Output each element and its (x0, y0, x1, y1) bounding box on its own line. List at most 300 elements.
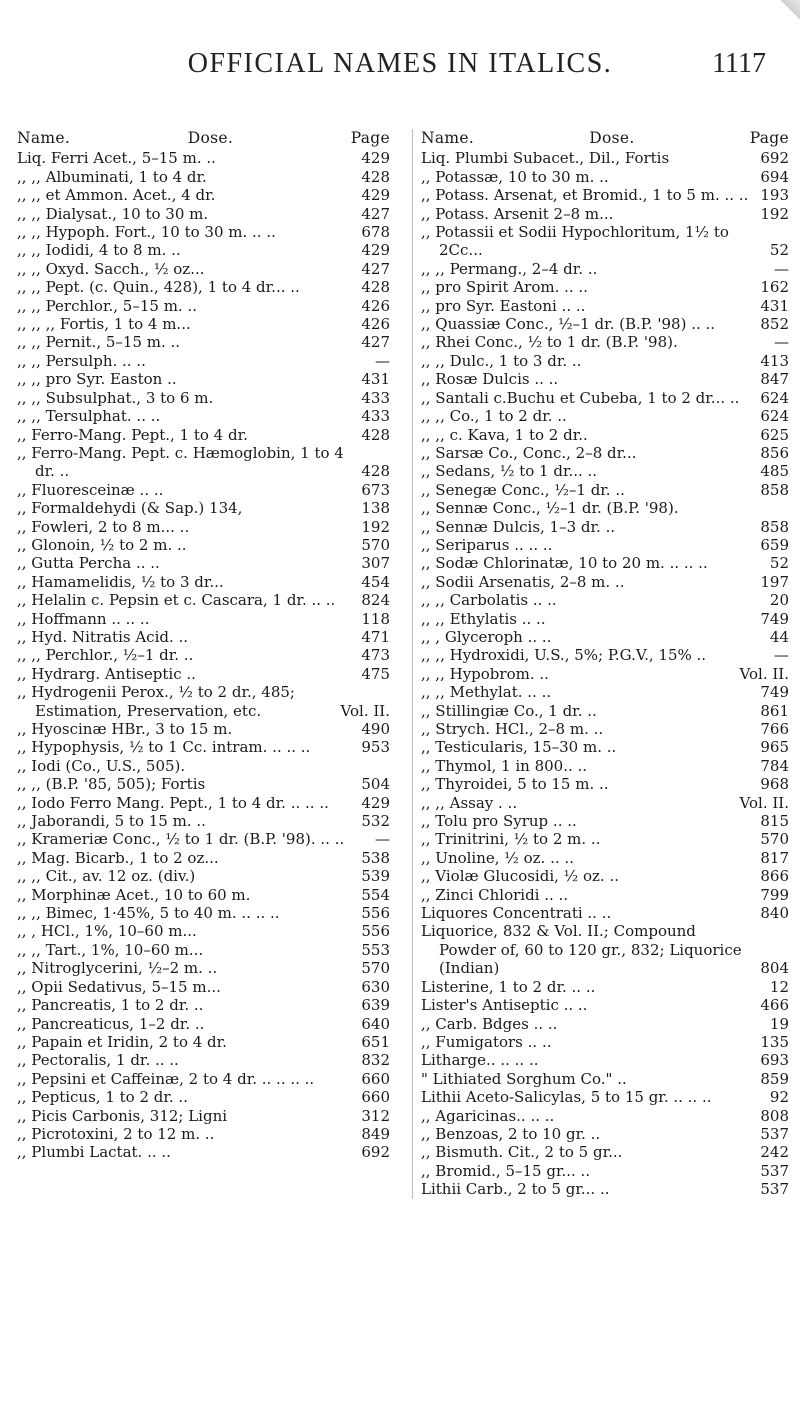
entry-name-dose: ,, ,, c. Kava, 1 to 2 dr.. (421, 425, 588, 444)
entry-page-ref: 749 (760, 683, 789, 702)
page-heading: Page (749, 129, 789, 147)
index-entry (421, 646, 789, 664)
entry-name-dose: ,, Unoline, ½ oz. .. .. (421, 848, 574, 867)
entry-name-dose: ,, Mag. Bicarb., 1 to 2 oz... (17, 848, 219, 867)
index-entry (421, 886, 789, 904)
entry-name-dose: ,, ,, Perchlor., ½–1 dr. .. (17, 646, 194, 665)
index-entry (17, 720, 390, 738)
entry-name-dose: ,, ,, (B.P. '85, 505); Fortis (17, 775, 206, 794)
entry-page-ref: 192 (760, 204, 789, 223)
index-entry (17, 186, 390, 204)
entry-name-dose: ,, ,, Carbolatis .. .. (421, 591, 557, 610)
entry-page-ref: 624 (760, 407, 789, 426)
index-entry (17, 518, 390, 536)
index-entry (421, 573, 789, 591)
entry-page-ref: 19 (769, 1014, 789, 1033)
index-entry (421, 720, 789, 738)
index-entry (421, 297, 789, 315)
entry-page-ref: 428 (361, 278, 390, 297)
entry-name-dose: ,, Sarsæ Co., Conc., 2–8 dr... (421, 443, 637, 462)
index-entry (421, 904, 789, 922)
index-entry (17, 426, 390, 444)
entry-name-dose: ,, Thymol, 1 in 800.. .. (421, 756, 588, 775)
entry-name-dose: ,, Hyd. Nitratis Acid. .. (17, 627, 189, 646)
entry-page-ref: 625 (760, 425, 789, 444)
column-header (17, 129, 390, 147)
index-entry (17, 260, 390, 278)
entry-page-ref: 965 (760, 738, 789, 757)
index-entry (421, 462, 789, 480)
entry-name-dose: ,, Fluoresceinæ .. .. (17, 480, 164, 499)
index-entry (421, 812, 789, 830)
index-entry (421, 481, 789, 499)
entry-page-ref: 692 (760, 149, 789, 168)
entry-name-dose: ,, ,, Iodidi, 4 to 8 m. .. (17, 241, 181, 260)
entry-name-dose: ,, Senegæ Conc., ½–1 dr. .. (421, 480, 625, 499)
entry-page-ref: 454 (361, 572, 390, 591)
entry-page-ref: 429 (361, 149, 390, 168)
index-entry (17, 683, 390, 720)
entry-page-ref: 852 (760, 315, 789, 334)
entry-page-ref: 504 (361, 775, 390, 794)
entry-name-dose: ,, Tolu pro Syrup .. .. (421, 812, 577, 831)
entry-page-ref: 673 (361, 480, 390, 499)
entry-name-dose: ,, , HCl., 1%, 10–60 m... (17, 922, 197, 941)
entry-name-dose: ,, ,, Pernit., 5–15 m. .. (17, 333, 181, 352)
entry-name-dose: ,, ,, Pept. (c. Quin., 428), 1 to 4 dr... .. (17, 278, 300, 297)
entry-page-ref: 630 (361, 977, 390, 996)
entry-name-dose: ,, , Glyceroph .. .. (421, 627, 552, 646)
entry-page-ref: 162 (760, 278, 789, 297)
index-entry (17, 922, 390, 940)
index-entry (17, 591, 390, 609)
entry-name-dose: ,, Gutta Percha .. .. (17, 554, 160, 573)
index-entry (17, 554, 390, 572)
index-entry (421, 1180, 789, 1198)
entry-name-dose: ,, Hyoscinæ HBr., 3 to 15 m. (17, 720, 233, 738)
entry-name-dose: ,, Violæ Glucosidi, ½ oz. .. (421, 867, 619, 886)
entry-page-ref: 413 (760, 351, 789, 370)
entry-name-dose: ,, Pancreatis, 1 to 2 dr. .. (17, 996, 204, 1015)
page-corner-fold (778, 0, 800, 22)
entry-name-dose: ,, Glonoin, ½ to 2 m. .. (17, 535, 187, 554)
entry-name-dose: ,, Potassæ, 10 to 30 m. .. (421, 167, 609, 186)
entry-page-ref: 44 (769, 627, 789, 646)
index-entry (17, 205, 390, 223)
index-entry (421, 499, 789, 517)
index-entry (421, 683, 789, 701)
index-entry (421, 610, 789, 628)
entry-name-dose: ,, Plumbi Lactat. .. .. (17, 1143, 171, 1162)
index-entry (421, 554, 789, 572)
entry-name-dose: ,, Rosæ Dulcis .. .. (421, 370, 559, 389)
index-entry (17, 536, 390, 554)
entry-name-dose: ,, Santali c.Buchu et Cubeba, 1 to 2 dr... .. (421, 388, 740, 407)
entry-page-ref: 532 (361, 812, 390, 831)
index-entry (421, 186, 789, 204)
right-column (412, 129, 789, 1199)
index-entry (17, 407, 390, 425)
index-entry (17, 757, 390, 775)
index-entry (421, 444, 789, 462)
entry-page-ref: 824 (361, 591, 390, 610)
entry-page-ref: 861 (760, 701, 789, 720)
entry-name-dose: ,, Ferro-Mang. Pept., 1 to 4 dr. (17, 425, 248, 444)
entry-name-dose: ,, Zinci Chloridi .. .. (421, 885, 569, 904)
entry-page-ref: — (375, 351, 390, 370)
index-entry (17, 812, 390, 830)
entry-name-dose: Liquores Concentrati .. .. (421, 904, 612, 923)
index-entry (421, 333, 789, 351)
entry-name-dose: ,, Sodii Arsenatis, 2–8 m. .. (421, 572, 625, 591)
page-number: 1117 (712, 48, 766, 79)
entry-name-dose: ,, Pepticus, 1 to 2 dr. .. (17, 1088, 188, 1107)
index-entry (17, 646, 390, 664)
index-entry (421, 978, 789, 996)
index-entry (421, 794, 789, 812)
entry-name-dose: ,, Picis Carbonis, 312; Ligni (17, 1106, 228, 1125)
entry-name-dose: ,, pro Spirit Arom. .. .. (421, 278, 588, 297)
entry-page-ref: 431 (760, 296, 789, 315)
index-entry (17, 610, 390, 628)
index-entry (421, 665, 789, 683)
index-entry (17, 1015, 390, 1033)
entry-page-ref: 433 (361, 388, 390, 407)
entry-name-dose: ,, Iodo Ferro Mang. Pept., 1 to 4 dr. .. .. .. (17, 793, 329, 812)
entry-name-dose: ,, Bismuth. Cit., 2 to 5 gr... (421, 1143, 623, 1162)
entry-name-dose: Liq. Plumbi Subacet., Dil., Fortis (421, 149, 670, 168)
index-entry (421, 757, 789, 775)
entry-page-ref: 426 (361, 315, 390, 334)
entry-name-dose: ,, Seriparus .. .. .. (421, 535, 553, 554)
entry-name-dose: ,, Sennæ Conc., ½–1 dr. (B.P. '98). (421, 499, 679, 518)
entry-page-ref: 660 (361, 1069, 390, 1088)
entry-name-dose: ,, Hypophysis, ½ to 1 Cc. intram. .. .. .. (17, 738, 311, 757)
index-entry (17, 241, 390, 259)
entry-page-ref: 429 (361, 793, 390, 812)
index-entry (17, 849, 390, 867)
entry-page-ref: 312 (361, 1106, 390, 1125)
entry-page-ref: 473 (361, 646, 390, 665)
entry-name-dose: ,, Papain et Iridin, 2 to 4 dr. (17, 1032, 227, 1051)
dose-heading: Dose. (187, 129, 234, 147)
entry-page-ref: 539 (361, 867, 390, 886)
entry-name-dose: ,, Hoffmann .. .. .. (17, 609, 150, 628)
entry-name-dose: ,, ,, Tersulphat. .. .. (17, 407, 161, 426)
entry-page-ref: 466 (760, 996, 789, 1015)
entry-page-ref: 832 (361, 1051, 390, 1070)
entry-page-ref: 556 (361, 904, 390, 923)
entry-page-ref: 570 (361, 535, 390, 554)
entry-name-dose: ,, Hydrogenii Perox., ½ to 2 dr., 485; Estimation, Preservation, etc. (17, 683, 295, 720)
index-entry (421, 205, 789, 223)
entry-name-dose: ,, Iodi (Co., U.S., 505). (17, 756, 186, 775)
entry-page-ref: 135 (760, 1032, 789, 1051)
entry-name-dose: ,, Sennæ Dulcis, 1–3 dr. .. (421, 517, 616, 536)
index-entry (421, 315, 789, 333)
entry-page-ref: 866 (760, 867, 789, 886)
index-entry (421, 352, 789, 370)
index-entry (421, 426, 789, 444)
entry-name-dose: ,, Morphinæ Acet., 10 to 60 m. (17, 885, 251, 904)
entry-page-ref: 849 (361, 1124, 390, 1143)
entry-name-dose: ,, ,, Dialysat., 10 to 30 m. (17, 204, 209, 223)
entry-page-ref: 307 (361, 554, 390, 573)
entry-name-dose: ,, Fowleri, 2 to 8 m... .. (17, 517, 190, 536)
entry-page-ref: Vol. II. (739, 793, 789, 812)
index-entry (421, 1033, 789, 1051)
entry-name-dose: ,, Potass. Arsenat, et Bromid., 1 to 5 m. .. .. (421, 186, 749, 205)
index-entry (17, 628, 390, 646)
column-header (421, 129, 789, 147)
entry-name-dose: Liq. Ferri Acet., 5–15 m. .. (17, 149, 216, 168)
entry-name-dose: ,, Sedans, ½ to 1 dr... .. (421, 462, 598, 481)
entry-page-ref: 553 (361, 940, 390, 959)
entry-name-dose: ,, Krameriæ Conc., ½ to 1 dr. (B.P. '98). .. .. (17, 830, 345, 849)
entry-name-dose: ,, ,, Bimec, 1·45%, 5 to 40 m. .. .. .. (17, 904, 280, 923)
index-entry (17, 1088, 390, 1106)
index-entry (17, 1051, 390, 1069)
entry-name-dose: ,, Pectoralis, 1 dr. .. .. (17, 1051, 179, 1070)
entry-name-dose: ,, Pepsini et Caffeinæ, 2 to 4 dr. .. .. .. .. (17, 1069, 315, 1088)
index-entry (421, 738, 789, 756)
index-entry (421, 996, 789, 1014)
entry-page-ref: 537 (760, 1161, 789, 1180)
entry-name-dose: ,, Carb. Bdges .. .. (421, 1014, 558, 1033)
index-entry (17, 665, 390, 683)
index-entry (17, 573, 390, 591)
index-entry (421, 628, 789, 646)
entry-page-ref: 554 (361, 885, 390, 904)
entry-page-ref: 968 (760, 775, 789, 794)
entry-name-dose: ,, Formaldehydi (& Sap.) 134, (17, 499, 243, 518)
entry-page-ref: 428 (361, 425, 390, 444)
left-column (17, 129, 390, 1162)
entry-page-ref: 856 (760, 443, 789, 462)
entry-name-dose: ,, pro Syr. Eastoni .. .. (421, 296, 586, 315)
entry-page-ref: 428 (361, 462, 390, 481)
entry-page-ref: 570 (760, 830, 789, 849)
entry-page-ref: 847 (760, 370, 789, 389)
entry-page-ref: 624 (760, 388, 789, 407)
entry-page-ref: 433 (361, 407, 390, 426)
index-entry (17, 1143, 390, 1161)
entry-name-dose: ,, ,, Co., 1 to 2 dr. .. (421, 407, 567, 426)
entry-name-dose: ,, Thyroidei, 5 to 15 m. .. (421, 775, 609, 794)
entry-page-ref: 197 (760, 572, 789, 591)
index-entry (17, 1033, 390, 1051)
index-entry (17, 168, 390, 186)
entry-name-dose: ,, ,, Albuminati, 1 to 4 dr. (17, 167, 207, 186)
entry-name-dose: ,, Benzoas, 2 to 10 gr. .. (421, 1124, 601, 1143)
entry-page-ref: 431 (361, 370, 390, 389)
entry-name-dose: ,, Opii Sedativus, 5–15 m... (17, 977, 221, 996)
index-entry (17, 996, 390, 1014)
entry-name-dose: ,, Bromid., 5–15 gr... .. (421, 1161, 591, 1180)
entry-page-ref: 537 (760, 1180, 789, 1199)
index-entry (421, 1015, 789, 1033)
entry-page-ref: Vol. II. (739, 664, 789, 683)
entry-page-ref: 138 (361, 499, 390, 518)
entry-page-ref: 639 (361, 996, 390, 1015)
entry-page-ref: 784 (760, 756, 789, 775)
entry-page-ref: 118 (361, 609, 390, 628)
entry-page-ref: 858 (760, 480, 789, 499)
entry-name-dose: Lithii Carb., 2 to 5 gr... .. (421, 1180, 610, 1199)
index-entry (17, 886, 390, 904)
entry-page-ref: 471 (361, 627, 390, 646)
entry-page-ref: 692 (361, 1143, 390, 1162)
entry-page-ref: 429 (361, 186, 390, 205)
index-entry (17, 333, 390, 351)
entry-page-ref: 427 (361, 204, 390, 223)
index-entry (421, 370, 789, 388)
entry-name-dose: ,, Quassiæ Conc., ½–1 dr. (B.P. '98) .. .. (421, 315, 716, 334)
index-entry (421, 278, 789, 296)
index-entry (17, 1107, 390, 1125)
entry-page-ref: 694 (760, 167, 789, 186)
index-entry (421, 775, 789, 793)
entry-page-ref: 52 (769, 241, 789, 260)
index-entry (421, 702, 789, 720)
entry-page-ref: 570 (361, 959, 390, 978)
entry-page-ref: 427 (361, 259, 390, 278)
entry-name-dose: ,, ,, Subsulphat., 3 to 6 m. (17, 388, 214, 407)
index-entry (17, 830, 390, 848)
index-entry (421, 1107, 789, 1125)
entry-page-ref: 426 (361, 296, 390, 315)
entry-name-dose: ,, ,, et Ammon. Acet., 4 dr. (17, 186, 216, 205)
index-entry (421, 223, 789, 260)
index-entry (421, 1162, 789, 1180)
entry-page-ref: 427 (361, 333, 390, 352)
entry-name-dose: Litharge.. .. .. .. (421, 1051, 539, 1070)
entry-page-ref: 490 (361, 720, 390, 738)
entry-page-ref: 538 (361, 848, 390, 867)
entry-name-dose: ,, Trinitrini, ½ to 2 m. .. (421, 830, 601, 849)
entry-name-dose: Lithii Aceto-Salicylas, 5 to 15 gr. .. .. .. (421, 1088, 712, 1107)
entry-page-ref: 804 (760, 959, 789, 978)
entry-list (421, 149, 789, 1198)
entry-name-dose: ,, Picrotoxini, 2 to 12 m. .. (17, 1124, 215, 1143)
index-entry (17, 223, 390, 241)
entry-page-ref: 953 (361, 738, 390, 757)
entry-name-dose: ,, Potass. Arsenit 2–8 m... (421, 204, 614, 223)
index-entry (17, 444, 390, 481)
entry-name-dose: ,, Nitroglycerini, ½–2 m. .. (17, 959, 218, 978)
entry-page-ref: 52 (769, 554, 789, 573)
entry-page-ref: 659 (760, 535, 789, 554)
running-title: OFFICIAL NAMES IN ITALICS. (187, 48, 613, 79)
index-entry (17, 775, 390, 793)
entry-page-ref: 193 (760, 186, 789, 205)
entry-name-dose: ,, ,, Methylat. .. .. (421, 683, 552, 702)
entry-page-ref: — (375, 830, 390, 849)
entry-name-dose: Liquorice, 832 & Vol. II.; Compound Powder of, 60 to 120 gr., 832; Liquorice (Indian) (421, 922, 742, 978)
entry-page-ref: 693 (760, 1051, 789, 1070)
name-heading: Name. (17, 129, 71, 147)
index-entry (421, 849, 789, 867)
index-entry (17, 352, 390, 370)
entry-page-ref: 429 (361, 241, 390, 260)
index-entry (421, 867, 789, 885)
entry-name-dose: ,, Sodæ Chlorinatæ, 10 to 20 m. .. .. .. (421, 554, 708, 573)
entry-page-ref: 815 (760, 812, 789, 831)
entry-name-dose: ,, Jaborandi, 5 to 15 m. .. (17, 812, 206, 831)
index-entry (421, 518, 789, 536)
index-entry (17, 389, 390, 407)
entry-name-dose: Listerine, 1 to 2 dr. .. .. (421, 977, 596, 996)
entry-name-dose: ,, Hydrarg. Antiseptic .. (17, 664, 196, 683)
index-entry (421, 591, 789, 609)
entry-name-dose: ,, ,, Perchlor., 5–15 m. .. (17, 296, 197, 315)
entry-page-ref: 817 (760, 848, 789, 867)
entry-name-dose: ,, Fumigators .. .. (421, 1032, 552, 1051)
entry-page-ref: 242 (760, 1143, 789, 1162)
index-entry (421, 1143, 789, 1161)
entry-page-ref: 192 (361, 517, 390, 536)
index-entry (17, 1125, 390, 1143)
entry-page-ref: 808 (760, 1106, 789, 1125)
entry-name-dose: ,, ,, Hypoph. Fort., 10 to 30 m. .. .. (17, 223, 276, 242)
entry-name-dose: ,, Helalin c. Pepsin et c. Cascara, 1 dr. .. .. (17, 591, 336, 610)
page-heading: Page (350, 129, 390, 147)
entry-page-ref: 12 (769, 977, 789, 996)
entry-page-ref: 537 (760, 1124, 789, 1143)
entry-page-ref: 678 (361, 223, 390, 242)
entry-page-ref: 858 (760, 517, 789, 536)
index-entry (17, 978, 390, 996)
index-entry (17, 297, 390, 315)
index-entry (421, 168, 789, 186)
entry-page-ref: 840 (760, 904, 789, 923)
entry-page-ref: 475 (361, 664, 390, 683)
entry-name-dose: ,, ,, Persulph. .. .. (17, 351, 146, 370)
entry-name-dose: ,, ,, Ethylatis .. .. (421, 609, 546, 628)
entry-name-dose: ,, Agaricinas.. .. .. (421, 1106, 555, 1125)
index-entry (17, 867, 390, 885)
entry-name-dose: ,, ,, Cit., av. 12 oz. (div.) (17, 867, 196, 886)
entry-name-dose: ,, Potassii et Sodii Hypochloritum, 1½ to 2Cc... (421, 223, 729, 260)
index-entry (421, 1125, 789, 1143)
index-entry (17, 738, 390, 756)
entry-page-ref: 749 (760, 609, 789, 628)
index-entry (421, 407, 789, 425)
entry-name-dose: ,, ,, Assay . .. (421, 793, 518, 812)
entry-name-dose: ,, ,, ,, Fortis, 1 to 4 m... (17, 315, 191, 334)
entry-name-dose: ,, ,, pro Syr. Easton .. (17, 370, 177, 389)
index-entry (17, 481, 390, 499)
entry-list (17, 149, 390, 1161)
entry-name-dose: " Lithiated Sorghum Co." .. (421, 1069, 627, 1088)
index-entry (421, 389, 789, 407)
entry-name-dose: ,, Stillingiæ Co., 1 dr. .. (421, 701, 597, 720)
index-entry (17, 370, 390, 388)
entry-page-ref: 640 (361, 1014, 390, 1033)
entry-name-dose: ,, ,, Hydroxidi, U.S., 5%; P.G.V., 15% .. (421, 646, 707, 665)
index-entry (421, 830, 789, 848)
entry-name-dose: ,, Hamamelidis, ½ to 3 dr... (17, 572, 224, 591)
entry-page-ref: 92 (769, 1088, 789, 1107)
index-entry (421, 1051, 789, 1069)
index-entry (421, 922, 789, 977)
index-entry (17, 278, 390, 296)
name-heading: Name. (421, 129, 475, 147)
entry-page-ref: 20 (769, 591, 789, 610)
entry-name-dose: ,, Rhei Conc., ½ to 1 dr. (B.P. '98). (421, 333, 678, 352)
entry-page-ref: — (774, 333, 789, 352)
index-entry (421, 536, 789, 554)
